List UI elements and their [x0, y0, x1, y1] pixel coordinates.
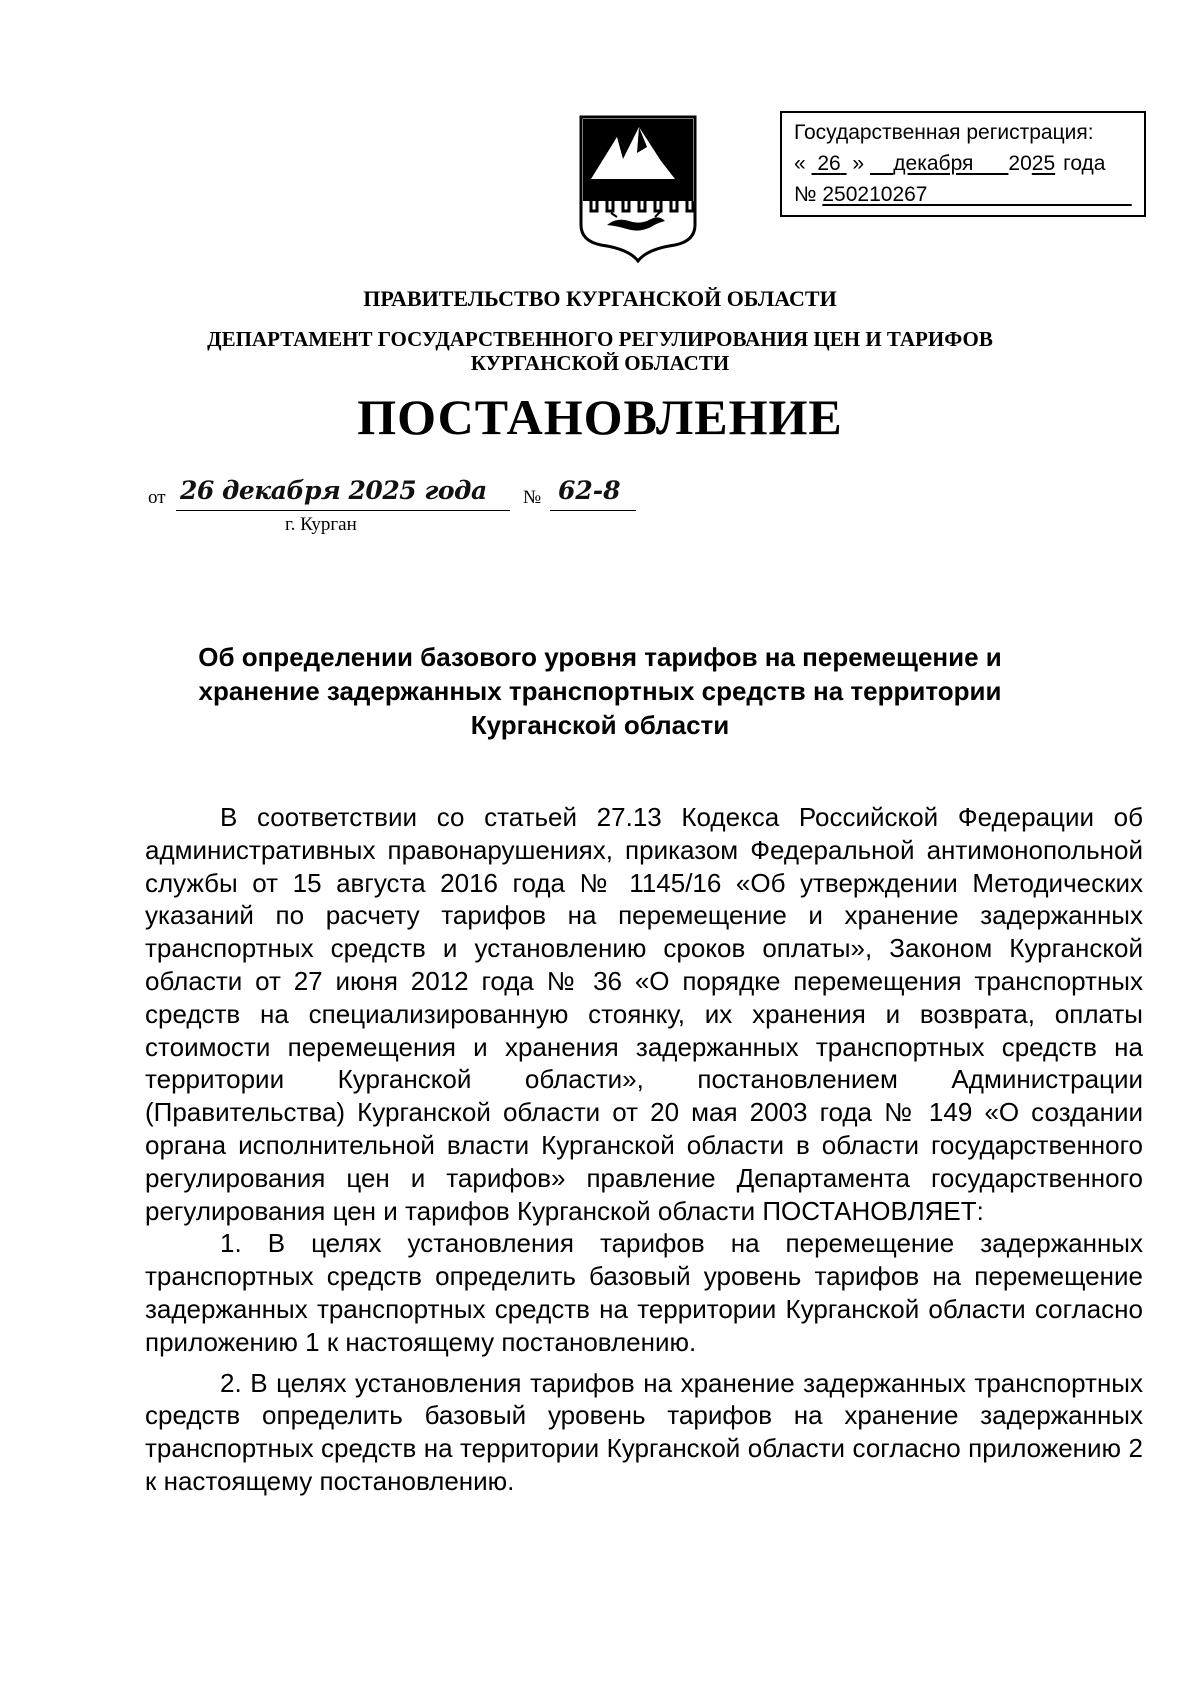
date-underline [176, 510, 510, 511]
registration-year: 25 [1031, 152, 1056, 175]
point-2-paragraph: 2. В целях установления тарифов на хранение задержанных транспортных средств определить базовый уровень тарифов на хранение задержанных транспортных средств на территории Курганской области согласно приложению 2 к настоящему постановлению. [145, 1367, 1143, 1496]
registration-stamp [780, 111, 1146, 217]
department-name-line2: КУРГАНСКОЙ ОБЛАСТИ [470, 351, 730, 375]
document-type: ПОСТАНОВЛЕНИЕ [357, 389, 843, 445]
number-label: № [523, 487, 542, 508]
registration-month: декабря [893, 152, 974, 175]
department-name-line1: ДЕПАРТАМЕНТ ГОСУДАРСТВЕННОГО РЕГУЛИРОВАНИЯ ЦЕН И ТАРИФОВ [207, 327, 993, 351]
city-name: г. Курган [285, 514, 357, 535]
registration-date: « 26 » декабря 2025 года [794, 152, 1106, 175]
government-name: ПРАВИТЕЛЬСТВО КУРГАНСКОЙ ОБЛАСТИ [363, 286, 837, 311]
registration-number: № 250210267 [794, 183, 928, 206]
resolution-title: Об определении базового уровня тарифов на перемещение и хранение задержанных транспортных средств на территории Курганской области [198, 642, 1002, 740]
registration-day: 26 [817, 152, 841, 175]
point-1-paragraph: 1. В целях установления тарифов на перемещение задержанных транспортных средств определить базовый уровень тарифов на перемещение задержанных транспортных средств на территории Курганской области согласно приложению 1 к настоящему постановлению. [145, 1228, 1143, 1357]
registration-title: Государственная регистрация: [794, 121, 1094, 144]
coat-of-arms-emblem [577, 113, 699, 263]
handwritten-number: 62-8 [558, 476, 621, 505]
date-from-label: от [148, 487, 166, 508]
resolution-body [145, 801, 1143, 1498]
preamble-paragraph: В соответствии со статьей 27.13 Кодекса Российской Федерации об административных правонарушениях, приказом Федеральной антимонопольной службы от 15 августа 2016 года № 1145/16 «Об утверждении Методических указаний по расчету тарифов на перемещение и хранение задержанных транспортных средств и установлению сроков оплаты», Законом Курганской области от 27 июня 2012 года № 36 «О порядке перемещения транспортных средств на специализированную стоянку, их хранения и возврата, оплаты стоимости перемещения и хранения задержанных транспортных средств на территории Курганской области», постановлением Администрации (Правительства) Курганской области от 20 мая 2003 года № 149 «О создании органа исполнительной власти Курганской области в области государственного регулирования цен и тарифов» правление Департамента государственного регулирования цен и тарифов Курганской области ПОСТАНОВЛЯЕТ: [145, 802, 1143, 1226]
handwritten-date: 26 декабря 2025 года [180, 476, 487, 505]
number-underline [550, 510, 636, 511]
